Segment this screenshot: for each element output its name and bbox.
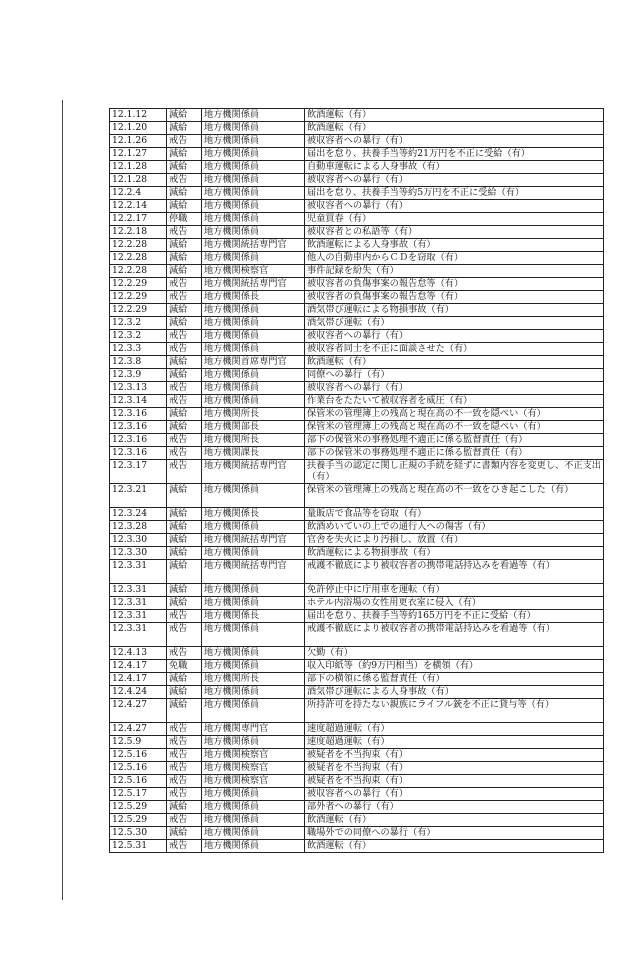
table-row xyxy=(110,434,604,447)
position-cell: 地方機関係員 xyxy=(202,382,305,395)
date-cell: 12.3.31 xyxy=(110,610,167,623)
table-row xyxy=(110,278,604,291)
position-cell: 地方機関係員 xyxy=(202,395,305,408)
date-cell: 12.1.28 xyxy=(110,174,167,187)
content-cell: 飲酒めいていの上での通行人への傷害（有） xyxy=(305,521,604,534)
action-cell: 減給 xyxy=(167,109,202,122)
date-cell: 12.3.16 xyxy=(110,447,167,460)
date-cell: 12.2.28 xyxy=(110,252,167,265)
table-row xyxy=(110,382,604,395)
action-cell: 減給 xyxy=(167,508,202,521)
date-cell: 12.3.28 xyxy=(110,521,167,534)
table-row xyxy=(110,597,604,610)
table-row xyxy=(110,560,604,584)
table-row xyxy=(110,161,604,174)
content-cell: 被収容者同士を不正に面談させた（有） xyxy=(305,343,604,356)
content-cell: 官舎を失火により汚損し、放置（有） xyxy=(305,534,604,547)
content-cell: 量販店で食品等を窃取（有） xyxy=(305,508,604,521)
content-cell: 速度超過運転（有） xyxy=(305,723,604,736)
table-row xyxy=(110,660,604,673)
table-row xyxy=(110,408,604,421)
position-cell: 地方機関所長 xyxy=(202,434,305,447)
position-cell: 地方機関係員 xyxy=(202,226,305,239)
date-cell: 12.3.16 xyxy=(110,408,167,421)
date-cell: 12.4.24 xyxy=(110,686,167,699)
table-row xyxy=(110,330,604,343)
action-cell: 減給 xyxy=(167,369,202,382)
position-cell: 地方機関検察官 xyxy=(202,775,305,788)
position-cell: 地方機関係員 xyxy=(202,187,305,200)
position-cell: 地方機関係員 xyxy=(202,122,305,135)
position-cell: 地方機関検察官 xyxy=(202,762,305,775)
content-cell: 被収容者への暴行（有） xyxy=(305,330,604,343)
action-cell: 減給 xyxy=(167,673,202,686)
date-cell: 12.5.16 xyxy=(110,749,167,762)
table-row xyxy=(110,686,604,699)
action-cell: 減給 xyxy=(167,597,202,610)
content-cell: 酒気帯び運転（有） xyxy=(305,317,604,330)
position-cell: 地方機関係員 xyxy=(202,213,305,226)
action-cell: 減給 xyxy=(167,584,202,597)
table-row xyxy=(110,239,604,252)
date-cell: 12.3.21 xyxy=(110,484,167,508)
action-cell: 減給 xyxy=(167,484,202,508)
position-cell: 地方機関係員 xyxy=(202,788,305,801)
content-cell: 作業台をたたいて被収容者を威圧（有） xyxy=(305,395,604,408)
content-cell: 収入印紙等（約9万円相当）を横領（有） xyxy=(305,660,604,673)
action-cell: 戒告 xyxy=(167,343,202,356)
content-cell: 飲酒運転（有） xyxy=(305,840,604,853)
action-cell: 減給 xyxy=(167,421,202,434)
table-row xyxy=(110,762,604,775)
action-cell: 戒告 xyxy=(167,723,202,736)
content-cell: 届出を怠り、扶養手当等約21万円を不正に受給（有） xyxy=(305,148,604,161)
content-cell: 被収容者との私語等（有） xyxy=(305,226,604,239)
table-row xyxy=(110,584,604,597)
content-cell: 戒護不徹底により被収容者の携帯電話持込みを看過等（有） xyxy=(305,623,604,647)
content-cell: 部外者への暴行（有） xyxy=(305,801,604,814)
content-cell: 飲酒運転（有） xyxy=(305,356,604,369)
date-cell: 12.4.13 xyxy=(110,647,167,660)
action-cell: 戒告 xyxy=(167,135,202,148)
position-cell: 地方機関係員 xyxy=(202,647,305,660)
position-cell: 地方機関係員 xyxy=(202,840,305,853)
content-cell: 自動車運転による人身事故（有） xyxy=(305,161,604,174)
table-row xyxy=(110,547,604,560)
position-cell: 地方機関専門官 xyxy=(202,723,305,736)
action-cell: 減給 xyxy=(167,356,202,369)
content-cell: 被疑者を不当拘束（有） xyxy=(305,775,604,788)
date-cell: 12.3.31 xyxy=(110,560,167,584)
table-body xyxy=(110,109,604,853)
action-cell: 戒告 xyxy=(167,226,202,239)
table-row xyxy=(110,827,604,840)
disciplinary-table xyxy=(109,108,604,853)
date-cell: 12.3.16 xyxy=(110,434,167,447)
position-cell: 地方機関係員 xyxy=(202,109,305,122)
content-cell: ホテル内浴場の女性用更衣室に侵入（有） xyxy=(305,597,604,610)
table-row xyxy=(110,395,604,408)
action-cell: 減給 xyxy=(167,827,202,840)
date-cell: 12.3.31 xyxy=(110,623,167,647)
position-cell: 地方機関係員 xyxy=(202,174,305,187)
date-cell: 12.3.9 xyxy=(110,369,167,382)
content-cell: 被収容者への暴行（有） xyxy=(305,788,604,801)
position-cell: 地方機関検察官 xyxy=(202,749,305,762)
position-cell: 地方機関係員 xyxy=(202,584,305,597)
content-cell: 飲酒運転（有） xyxy=(305,109,604,122)
position-cell: 地方機関統括専門官 xyxy=(202,560,305,584)
date-cell: 12.5.30 xyxy=(110,827,167,840)
content-cell: 被収容者への暴行（有） xyxy=(305,135,604,148)
date-cell: 12.2.18 xyxy=(110,226,167,239)
content-cell: 届出を怠り、扶養手当等約5万円を不正に受給（有） xyxy=(305,187,604,200)
position-cell: 地方機関係員 xyxy=(202,736,305,749)
content-cell: 欠勤（有） xyxy=(305,647,604,660)
table-row xyxy=(110,521,604,534)
content-cell: 所持許可を持たない親族にライフル銃を不正に貸与等（有） xyxy=(305,699,604,723)
content-cell: 保管米の管理簿上の残高と現在高の不一致をひき起こした（有） xyxy=(305,484,604,508)
content-cell: 酒気帯び運転による物損事故（有） xyxy=(305,304,604,317)
table-row xyxy=(110,534,604,547)
date-cell: 12.1.26 xyxy=(110,135,167,148)
date-cell: 12.3.30 xyxy=(110,534,167,547)
action-cell: 減給 xyxy=(167,200,202,213)
date-cell: 12.2.29 xyxy=(110,278,167,291)
action-cell: 戒告 xyxy=(167,788,202,801)
date-cell: 12.5.29 xyxy=(110,801,167,814)
table-row xyxy=(110,749,604,762)
action-cell: 戒告 xyxy=(167,736,202,749)
table-row xyxy=(110,723,604,736)
date-cell: 12.3.8 xyxy=(110,356,167,369)
action-cell: 減給 xyxy=(167,265,202,278)
table-row xyxy=(110,148,604,161)
table-row xyxy=(110,508,604,521)
date-cell: 12.1.27 xyxy=(110,148,167,161)
date-cell: 12.3.14 xyxy=(110,395,167,408)
table-row xyxy=(110,226,604,239)
position-cell: 地方機関係員 xyxy=(202,161,305,174)
table-row xyxy=(110,673,604,686)
content-cell: 届出を怠り、扶養手当等約165万円を不正に受給（有） xyxy=(305,610,604,623)
content-cell: 児童買春（有） xyxy=(305,213,604,226)
position-cell: 地方機関係員 xyxy=(202,686,305,699)
position-cell: 地方機関係員 xyxy=(202,597,305,610)
table-row xyxy=(110,356,604,369)
content-cell: 保管米の管理簿上の残高と現在高の不一致を隠ぺい（有） xyxy=(305,408,604,421)
action-cell: 戒告 xyxy=(167,174,202,187)
position-cell: 地方機関係長 xyxy=(202,610,305,623)
table-row xyxy=(110,343,604,356)
content-cell: 酒気帯び運転による人身事故（有） xyxy=(305,686,604,699)
table-row xyxy=(110,814,604,827)
position-cell: 地方機関係員 xyxy=(202,135,305,148)
content-cell: 飲酒運転（有） xyxy=(305,122,604,135)
position-cell: 地方機関統括専門官 xyxy=(202,239,305,252)
position-cell: 地方機関所長 xyxy=(202,408,305,421)
table-row xyxy=(110,369,604,382)
date-cell: 12.5.17 xyxy=(110,788,167,801)
position-cell: 地方機関係員 xyxy=(202,369,305,382)
content-cell: 免許停止中に庁用車を運転（有） xyxy=(305,584,604,597)
date-cell: 12.3.13 xyxy=(110,382,167,395)
date-cell: 12.1.20 xyxy=(110,122,167,135)
table-row xyxy=(110,265,604,278)
position-cell: 地方機関係員 xyxy=(202,547,305,560)
position-cell: 地方機関係員 xyxy=(202,343,305,356)
position-cell: 地方機関係長 xyxy=(202,291,305,304)
action-cell: 戒告 xyxy=(167,775,202,788)
table-row xyxy=(110,109,604,122)
date-cell: 12.4.27 xyxy=(110,723,167,736)
position-cell: 地方機関係員 xyxy=(202,317,305,330)
position-cell: 地方機関統括専門官 xyxy=(202,278,305,291)
action-cell: 減給 xyxy=(167,801,202,814)
action-cell: 戒告 xyxy=(167,610,202,623)
position-cell: 地方機関係員 xyxy=(202,521,305,534)
content-cell: 飲酒運転による物損事故（有） xyxy=(305,547,604,560)
date-cell: 12.5.31 xyxy=(110,840,167,853)
position-cell: 地方機関係員 xyxy=(202,252,305,265)
date-cell: 12.3.30 xyxy=(110,547,167,560)
position-cell: 地方機関課長 xyxy=(202,447,305,460)
position-cell: 地方機関係員 xyxy=(202,660,305,673)
table-row xyxy=(110,135,604,148)
date-cell: 12.4.27 xyxy=(110,699,167,723)
position-cell: 地方機関統括専門官 xyxy=(202,460,305,484)
action-cell: 減給 xyxy=(167,239,202,252)
position-cell: 地方機関係員 xyxy=(202,814,305,827)
content-cell: 部下の保管米の事務処理不適正に係る監督責任（有） xyxy=(305,447,604,460)
action-cell: 戒告 xyxy=(167,330,202,343)
content-cell: 被収容者への暴行（有） xyxy=(305,382,604,395)
action-cell: 戒告 xyxy=(167,647,202,660)
content-cell: 被収容者への暴行（有） xyxy=(305,174,604,187)
date-cell: 12.4.17 xyxy=(110,660,167,673)
content-cell: 飲酒運転による人身事故（有） xyxy=(305,239,604,252)
action-cell: 戒告 xyxy=(167,840,202,853)
table-row xyxy=(110,460,604,484)
table-row xyxy=(110,647,604,660)
action-cell: 減給 xyxy=(167,187,202,200)
date-cell: 12.3.16 xyxy=(110,421,167,434)
table-row xyxy=(110,484,604,508)
action-cell: 戒告 xyxy=(167,395,202,408)
action-cell: 戒告 xyxy=(167,623,202,647)
action-cell: 減給 xyxy=(167,161,202,174)
date-cell: 12.2.28 xyxy=(110,239,167,252)
date-cell: 12.4.17 xyxy=(110,673,167,686)
table-row xyxy=(110,213,604,226)
table-row xyxy=(110,187,604,200)
action-cell: 減給 xyxy=(167,534,202,547)
action-cell: 戒告 xyxy=(167,749,202,762)
date-cell: 12.3.31 xyxy=(110,597,167,610)
position-cell: 地方機関係長 xyxy=(202,508,305,521)
content-cell: 被収容者の負傷事案の報告怠等（有） xyxy=(305,278,604,291)
date-cell: 12.3.31 xyxy=(110,584,167,597)
table-row xyxy=(110,317,604,330)
action-cell: 減給 xyxy=(167,547,202,560)
content-cell: 同僚への暴行（有） xyxy=(305,369,604,382)
table-row xyxy=(110,421,604,434)
date-cell: 12.3.2 xyxy=(110,317,167,330)
action-cell: 減給 xyxy=(167,252,202,265)
table-row xyxy=(110,174,604,187)
date-cell: 12.5.29 xyxy=(110,814,167,827)
action-cell: 戒告 xyxy=(167,762,202,775)
date-cell: 12.5.9 xyxy=(110,736,167,749)
content-cell: 戒護不徹底により被収容者の携帯電話持込みを看過等（有） xyxy=(305,560,604,584)
action-cell: 減給 xyxy=(167,699,202,723)
action-cell: 戒告 xyxy=(167,434,202,447)
table-row xyxy=(110,775,604,788)
action-cell: 停職 xyxy=(167,213,202,226)
date-cell: 12.5.16 xyxy=(110,775,167,788)
action-cell: 減給 xyxy=(167,408,202,421)
content-cell: 扶養手当の認定に関し正規の手続を経ずに書類内容を変更し、不正支出（有） xyxy=(305,460,604,484)
position-cell: 地方機関所長 xyxy=(202,673,305,686)
date-cell: 12.1.12 xyxy=(110,109,167,122)
position-cell: 地方機関係員 xyxy=(202,304,305,317)
date-cell: 12.3.2 xyxy=(110,330,167,343)
content-cell: 被収容者への暴行（有） xyxy=(305,200,604,213)
action-cell: 減給 xyxy=(167,304,202,317)
content-cell: 飲酒運転（有） xyxy=(305,814,604,827)
position-cell: 地方機関係員 xyxy=(202,484,305,508)
position-cell: 地方機関係員 xyxy=(202,827,305,840)
action-cell: 免職 xyxy=(167,660,202,673)
action-cell: 減給 xyxy=(167,317,202,330)
position-cell: 地方機関係員 xyxy=(202,330,305,343)
table-row xyxy=(110,610,604,623)
date-cell: 12.1.28 xyxy=(110,161,167,174)
position-cell: 地方機関係員 xyxy=(202,699,305,723)
action-cell: 戒告 xyxy=(167,447,202,460)
table-row xyxy=(110,252,604,265)
content-cell: 被疑者を不当拘束（有） xyxy=(305,749,604,762)
position-cell: 地方機関係員 xyxy=(202,148,305,161)
position-cell: 地方機関係員 xyxy=(202,200,305,213)
date-cell: 12.3.24 xyxy=(110,508,167,521)
table-row xyxy=(110,788,604,801)
table-row xyxy=(110,736,604,749)
date-cell: 12.2.4 xyxy=(110,187,167,200)
date-cell: 12.3.3 xyxy=(110,343,167,356)
date-cell: 12.5.16 xyxy=(110,762,167,775)
table-row xyxy=(110,304,604,317)
content-cell: 保管米の管理簿上の残高と現在高の不一致を隠ぺい（有） xyxy=(305,421,604,434)
table-row xyxy=(110,200,604,213)
table-row xyxy=(110,291,604,304)
content-cell: 被疑者を不当拘束（有） xyxy=(305,762,604,775)
table-row xyxy=(110,840,604,853)
action-cell: 減給 xyxy=(167,686,202,699)
action-cell: 戒告 xyxy=(167,460,202,484)
table-row xyxy=(110,801,604,814)
position-cell: 地方機関統括専門官 xyxy=(202,534,305,547)
action-cell: 減給 xyxy=(167,560,202,584)
position-cell: 地方機関首席専門官 xyxy=(202,356,305,369)
table-row xyxy=(110,699,604,723)
date-cell: 12.2.29 xyxy=(110,304,167,317)
action-cell: 戒告 xyxy=(167,278,202,291)
action-cell: 減給 xyxy=(167,122,202,135)
position-cell: 地方機関係員 xyxy=(202,623,305,647)
date-cell: 12.2.28 xyxy=(110,265,167,278)
content-cell: 速度超過運転（有） xyxy=(305,736,604,749)
content-cell: 部下の横領に係る監督責任（有） xyxy=(305,673,604,686)
action-cell: 戒告 xyxy=(167,291,202,304)
date-cell: 12.3.17 xyxy=(110,460,167,484)
margin-rule xyxy=(62,100,63,900)
content-cell: 職場外での同僚への暴行（有） xyxy=(305,827,604,840)
table-row xyxy=(110,122,604,135)
date-cell: 12.2.17 xyxy=(110,213,167,226)
position-cell: 地方機関係員 xyxy=(202,801,305,814)
content-cell: 他人の自動車内からＣＤを窃取（有） xyxy=(305,252,604,265)
position-cell: 地方機関検察官 xyxy=(202,265,305,278)
date-cell: 12.2.14 xyxy=(110,200,167,213)
action-cell: 戒告 xyxy=(167,382,202,395)
content-cell: 事件記録を紛失（有） xyxy=(305,265,604,278)
date-cell: 12.2.29 xyxy=(110,291,167,304)
action-cell: 減給 xyxy=(167,148,202,161)
action-cell: 減給 xyxy=(167,521,202,534)
action-cell: 戒告 xyxy=(167,814,202,827)
content-cell: 被収容者の負傷事案の報告怠等（有） xyxy=(305,291,604,304)
table-row xyxy=(110,447,604,460)
position-cell: 地方機関部長 xyxy=(202,421,305,434)
content-cell: 部下の保管米の事務処理不適正に係る監督責任（有） xyxy=(305,434,604,447)
table-row xyxy=(110,623,604,647)
